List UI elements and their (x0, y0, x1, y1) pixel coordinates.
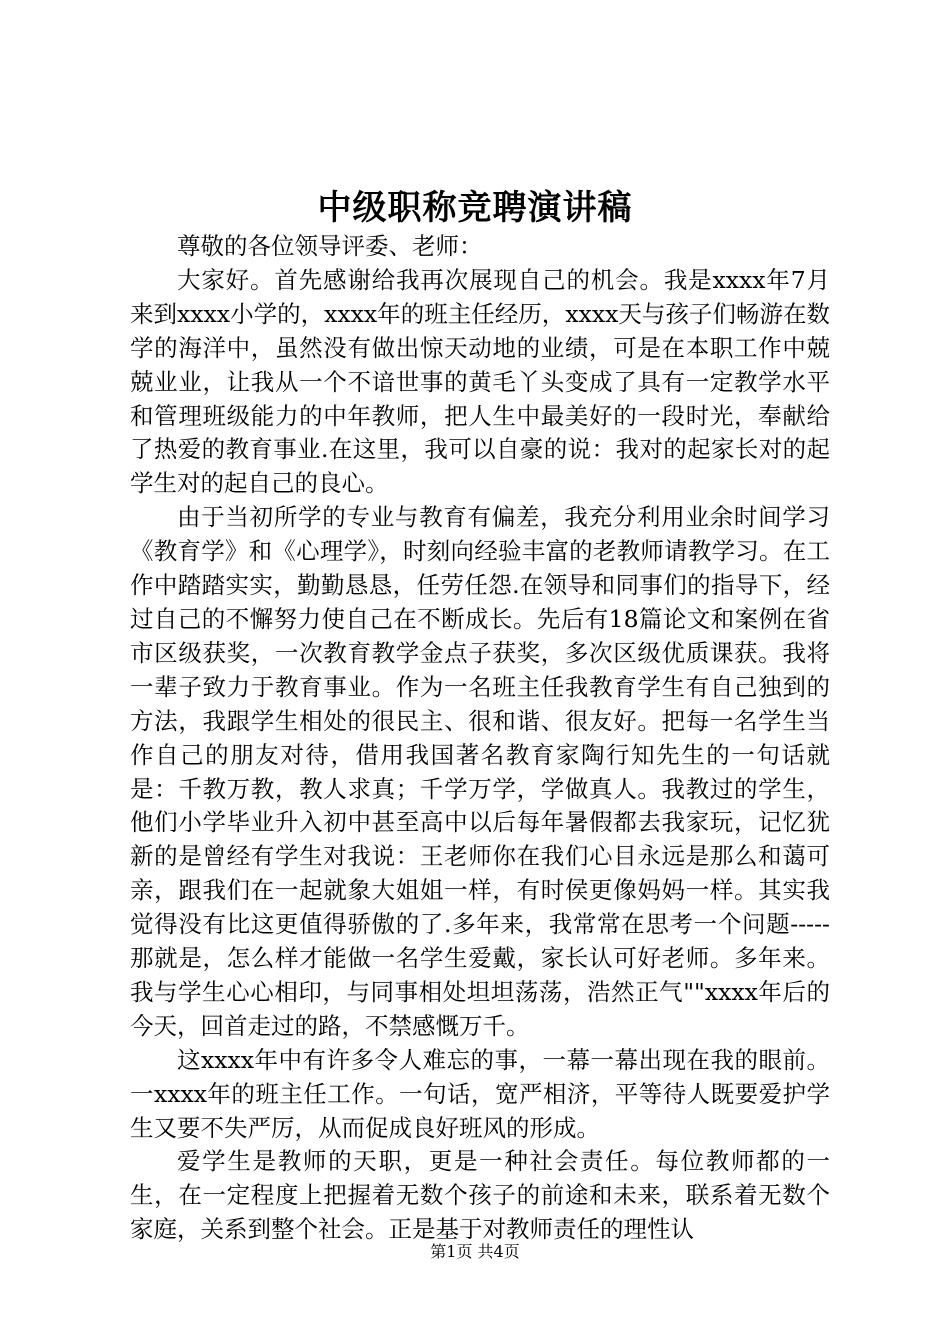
document-body (130, 230, 830, 1247)
document-title: 中级职称竞聘演讲稿 (317, 188, 633, 228)
body-paragraph: 爱学生是教师的天职，更是一种社会责任。每位教师都的一生，在一定程度上把握着无数个孩子的前途和未来，联系着无数个家庭，关系到整个社会。正是基于对教师责任的理性认 (130, 1147, 830, 1244)
body-paragraph: 大家好。首先感谢给我再次展现自己的机会。我是xxxx年7月来到xxxx小学的，xxxx年的班主任经历，xxxx天与孩子们畅游在数学的海洋中，虽然没有做出惊天动地的业绩，可是在本职工作中兢兢业业，让我从一个不谙世事的黄毛丫头变成了具有一定教学水平和管理班级能力的中年教师，把人生中最美好的一段时光，奉献给了热爱的教育事业.在这里，我可以自豪的说：我对的起家长对的起学生对的起自己的良心。 (130, 265, 830, 498)
page-footer: 第1页 共4页 (430, 1242, 520, 1261)
body-paragraph: 这xxxx年中有许多令人难忘的事，一幕一幕出现在我的眼前。一xxxx年的班主任工作。一句话，宽严相济，平等待人既要爱护学生又要不失严厉，从而促成良好班风的形成。 (130, 1045, 830, 1142)
body-paragraph: 由于当初所学的专业与教育有偏差，我充分利用业余时间学习《教育学》和《心理学》，时刻向经验丰富的老教师请教学习。在工作中踏踏实实，勤勤恳恳，任劳任怨.在领导和同事们的指导下，经过自己的不懈努力使自己在不断成长。先后有18篇论文和案例在省市区级获奖，一次教育教学金点子获奖，多次区级优质课获。我将一辈子致力于教育事业。作为一名班主任我教育学生有自己独到的方法，我跟学生相处的很民主、很和谐、很友好。把每一名学生当作自己的朋友对待，借用我国著名教育家陶行知先生的一句话就是：千教万教，教人求真；千学万学，学做真人。我教过的学生，他们小学毕业升入初中甚至高中以后每年暑假都去我家玩，记忆犹新的是曾经有学生对我说：王老师你在我们心目永远是那么和蔼可亲，跟我们在一起就象大姐姐一样，有时侯更像妈妈一样。其实我觉得没有比这更值得骄傲的了.多年来，我常常在思考一个问题-----那就是，怎么样才能做一名学生爱戴，家长认可好老师。多年来。我与学生心心相印，与同事相处坦坦荡荡，浩然正气""xxxx年后的今天，回首走过的路，不禁感慨万千。 (130, 503, 830, 1040)
salutation-paragraph: 尊敬的各位领导评委、老师： (177, 232, 483, 260)
